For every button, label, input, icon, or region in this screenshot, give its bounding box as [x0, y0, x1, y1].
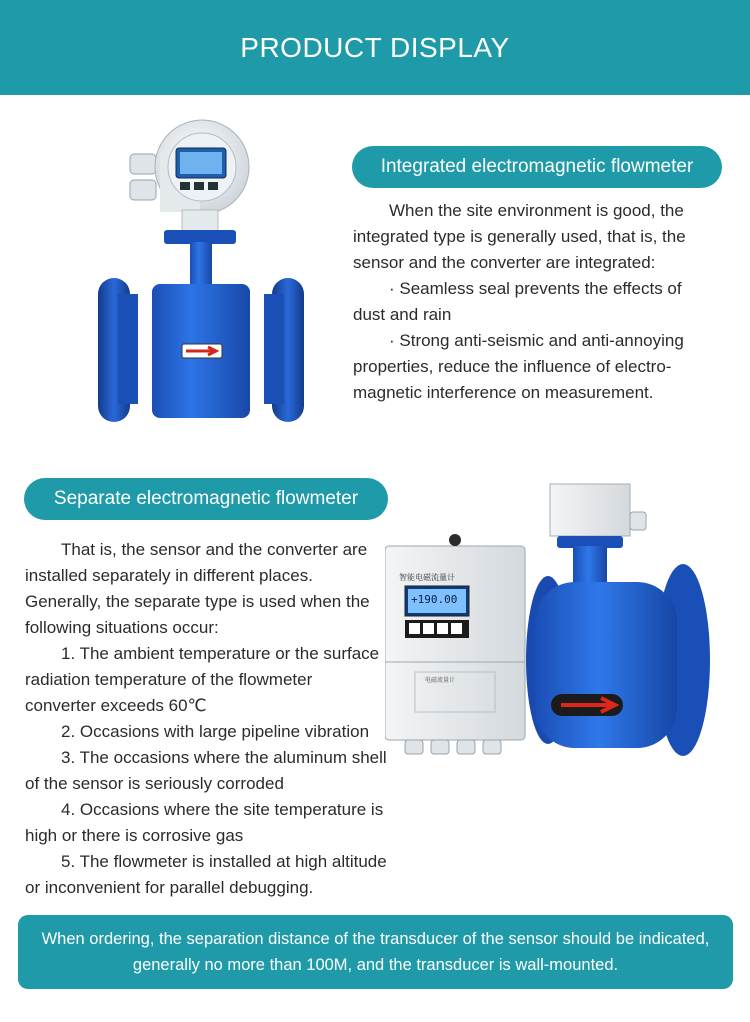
separate-intro: That is, the sensor and the converter are installed separately in different places. Generally, the separate type is used when the following situations occur:: [25, 540, 370, 637]
integrated-description: [353, 198, 713, 406]
integrated-feature-2: · Strong anti-seismic and anti-annoying properties, reduce the influence of electro-magnetic interference on measurement.: [353, 331, 684, 402]
section-title-integrated: Integrated electromagnetic flowmeter: [352, 146, 722, 188]
converter-display-value: +190.00: [411, 593, 458, 606]
separate-case-2: 2. Occasions with large pipeline vibration: [61, 722, 370, 741]
converter-lower-label: 电磁流量计: [425, 677, 456, 684]
separate-case-4: 4. Occasions where the site temperature is high or there is corrosive gas: [25, 800, 384, 845]
page-header: [0, 0, 750, 95]
integrated-intro: When the site environment is good, the integrated type is generally used, that is, the sensor and the converter are integrated:: [353, 201, 686, 272]
ordering-note: [18, 915, 733, 989]
separate-case-5: 5. The flowmeter is installed at high altitude or inconvenient for parallel debugging.: [25, 852, 387, 897]
section-title-separate: Separate electromagnetic flowmeter: [24, 478, 388, 520]
integrated-flowmeter-image: [90, 112, 312, 424]
separate-case-3: 3. The occasions where the aluminum shell of the sensor is seriously corroded: [25, 748, 387, 793]
ordering-note-text: When ordering, the separation distance of the transducer of the sensor should be indicated, generally no more than 100M, and the transducer is wall-mounted.: [41, 930, 710, 974]
separate-description: [25, 537, 387, 901]
converter-panel-label: 智能电磁流量计: [399, 573, 455, 582]
separate-flowmeter-image: [385, 482, 715, 772]
separate-case-1: 1. The ambient temperature or the surface radiation temperature of the flowmeter converter exceeds 60℃: [25, 644, 380, 715]
page-title: PRODUCT DISPLAY: [240, 31, 510, 63]
integrated-feature-1: · Seamless seal prevents the effects of dust and rain: [353, 279, 682, 324]
